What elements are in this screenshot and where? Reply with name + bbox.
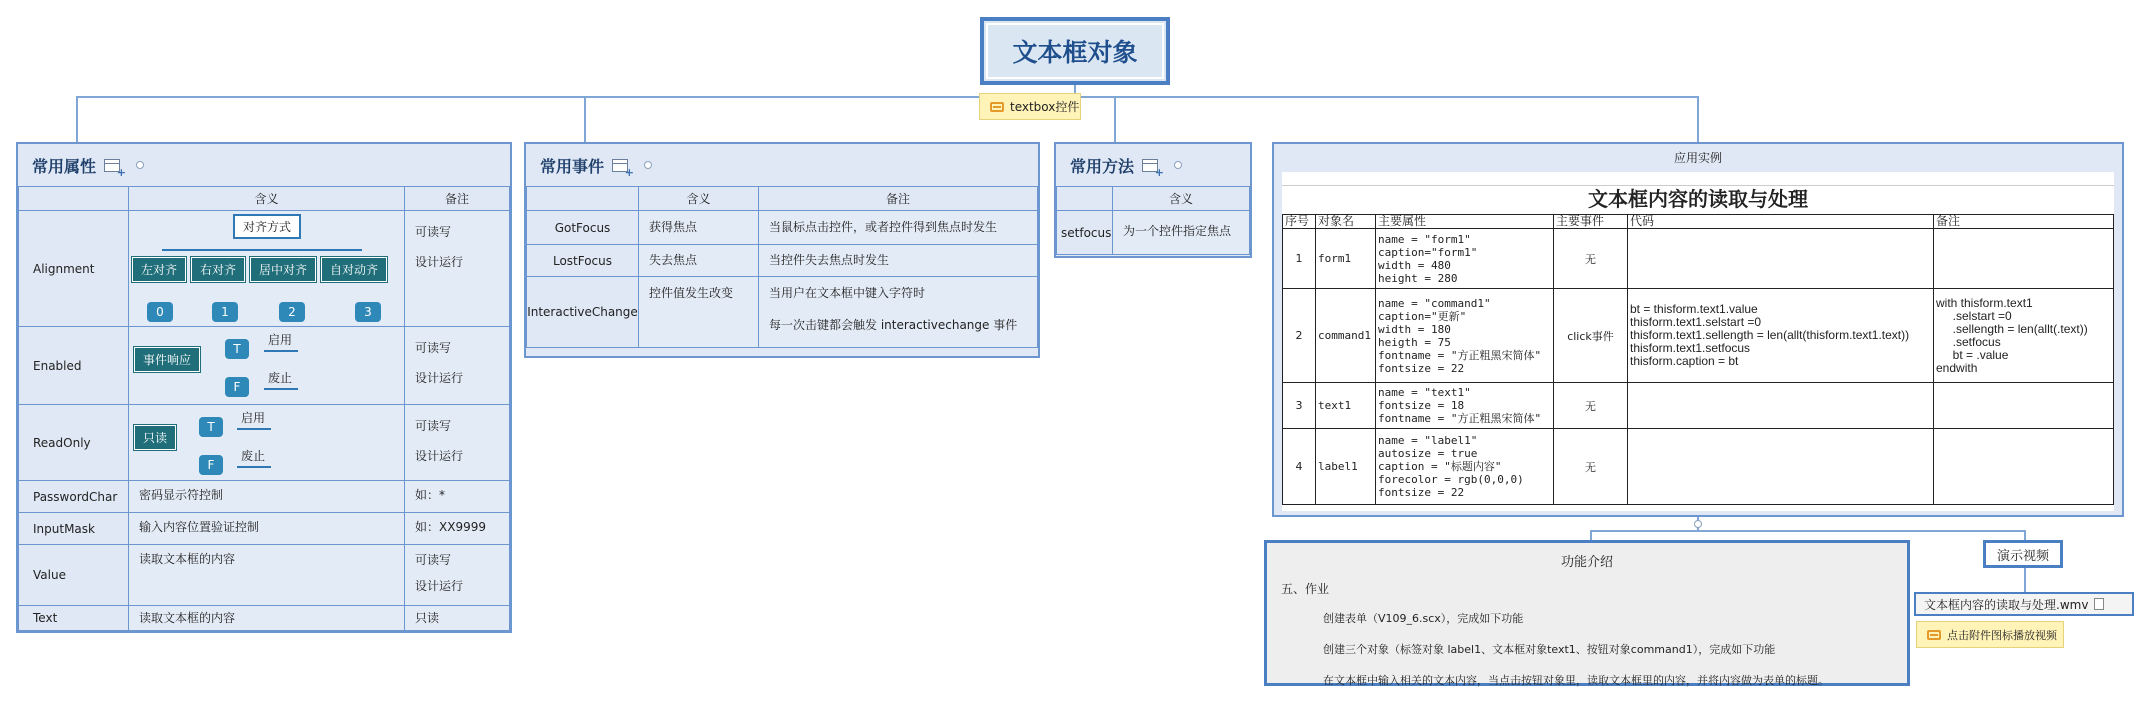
table-row	[1283, 215, 2114, 229]
connector-methods	[1114, 96, 1116, 142]
connector-properties	[76, 96, 78, 142]
prop-readonly: ReadOnly	[19, 405, 129, 481]
attachment-icon[interactable]	[2094, 598, 2104, 610]
interactive-meaning: 控件值发生改变	[639, 277, 759, 348]
align-left[interactable]: 左对齐	[132, 257, 186, 282]
prop-alignment: Alignment	[19, 211, 129, 327]
row-event: click事件	[1554, 289, 1628, 383]
prop-inputmask: InputMask	[19, 513, 129, 545]
properties-panel[interactable]	[16, 142, 512, 633]
table-row	[1283, 429, 2114, 505]
demo-file-name: 文本框内容的读取与处理.wmv	[1924, 597, 2089, 612]
demo-note-text: 点击附件图标播放视频	[1947, 628, 2057, 642]
row-object: command1	[1316, 289, 1376, 383]
remark-design: 设计运行	[415, 371, 464, 385]
passwordchar-remark: 如：*	[405, 481, 510, 513]
lostfocus-meaning: 失去焦点	[639, 245, 759, 277]
align-center[interactable]: 居中对齐	[250, 257, 316, 282]
connector-top	[76, 96, 1698, 98]
row-remark	[1934, 383, 2114, 429]
remark-design: 设计运行	[415, 579, 464, 593]
passwordchar-meaning: 密码显示符控制	[129, 481, 405, 513]
col-event: 主要事件	[1554, 215, 1628, 229]
row-code	[1628, 429, 1934, 505]
row-props: name = "form1" caption="form1" width = 480 height = 280	[1376, 229, 1554, 289]
prop-text: Text	[19, 606, 129, 631]
event-lostfocus: LostFocus	[527, 245, 639, 277]
function-line-1: 创建表单（V109_6.scx），完成如下功能	[1323, 612, 1524, 625]
table-row	[19, 606, 510, 631]
collapse-dot[interactable]	[644, 161, 652, 169]
connector-demo	[2024, 530, 2026, 540]
gotfocus-meaning: 获得焦点	[639, 211, 759, 245]
function-line-2: 创建三个对象（标签对象 label1、文本框对象text1、按钮对象command1），完成如下功能	[1323, 643, 1776, 656]
row-props: name = "label1" autosize = true caption = "标题内容" forecolor = rgb(0,0,0) fontsize = 22	[1376, 429, 1554, 505]
connector-function	[1590, 530, 1592, 540]
table-icon[interactable]	[1142, 159, 1158, 172]
sheet-ruler	[1282, 172, 2114, 186]
events-panel[interactable]	[524, 142, 1040, 358]
row-props: name = "text1" fontsize = 18 fontname = "方正粗黑宋简体"	[1376, 383, 1554, 429]
row-code	[1628, 383, 1934, 429]
events-table	[526, 186, 1038, 348]
enabled-diagram	[129, 327, 405, 405]
demo-file[interactable]	[1914, 592, 2134, 616]
branch-line	[162, 249, 362, 251]
prop-value: Value	[19, 545, 129, 606]
remark-design: 设计运行	[415, 255, 464, 269]
remark-design: 设计运行	[415, 449, 464, 463]
methods-table	[1056, 186, 1250, 255]
enabled-remark	[405, 327, 510, 405]
header-meaning: 含义	[639, 187, 759, 211]
header-remark: 备注	[405, 187, 510, 211]
value-meaning: 读取文本框的内容	[129, 545, 405, 606]
remark-rw: 可读写	[415, 419, 452, 433]
table-icon[interactable]	[612, 159, 628, 172]
enabled-label[interactable]: 事件响应	[134, 347, 200, 372]
header-meaning: 含义	[1113, 187, 1250, 211]
header-remark: 备注	[759, 187, 1038, 211]
row-remark	[1934, 429, 2114, 505]
root-topic[interactable]: 文本框对象	[980, 17, 1170, 85]
col-object: 对象名	[1316, 215, 1376, 229]
text-meaning: 读取文本框的内容	[129, 606, 405, 631]
enabled-t[interactable]: T	[225, 339, 249, 359]
row-no: 3	[1283, 383, 1316, 429]
event-interactivechange: InteractiveChange	[527, 277, 639, 348]
enabled-off: 废止	[264, 369, 298, 390]
collapse-dot[interactable]	[1694, 520, 1702, 528]
prop-passwordchar: PasswordChar	[19, 481, 129, 513]
inputmask-remark: 如：XX9999	[405, 513, 510, 545]
table-row	[527, 277, 1038, 348]
demo-note[interactable]	[1916, 621, 2064, 648]
lostfocus-remark: 当控件失去焦点时发生	[759, 245, 1038, 277]
align-auto[interactable]: 自对动齐	[321, 257, 387, 282]
col-remark: 备注	[1934, 215, 2114, 229]
example-label: 应用实例	[1673, 151, 1722, 165]
remark-rw: 可读写	[415, 341, 452, 355]
setfocus-meaning: 为一个控件指定焦点	[1113, 211, 1250, 255]
align-right[interactable]: 右对齐	[191, 257, 245, 282]
text-remark: 只读	[405, 606, 510, 631]
prop-enabled: Enabled	[19, 327, 129, 405]
row-remark	[1934, 229, 2114, 289]
row-remark: with thisform.text1 .selstart =0 .sellength = len(allt(.text)) .setfocus bt = .value endwith	[1934, 289, 2114, 383]
connector-example	[1697, 96, 1699, 142]
row-no: 1	[1283, 229, 1316, 289]
value-1[interactable]: 1	[212, 302, 238, 322]
demo-title[interactable]: 演示视频	[1983, 540, 2063, 568]
row-event: 无	[1554, 383, 1628, 429]
row-code	[1628, 229, 1934, 289]
alignment-diagram	[129, 211, 405, 327]
connector-bottom	[1590, 530, 2025, 532]
enabled-f[interactable]: F	[225, 377, 249, 397]
row-no: 4	[1283, 429, 1316, 505]
row-object: form1	[1316, 229, 1376, 289]
enabled-on: 启用	[264, 331, 298, 352]
interactive-remark	[759, 277, 1038, 348]
readonly-remark	[405, 405, 510, 481]
row-no: 2	[1283, 289, 1316, 383]
properties-title: 常用属性	[32, 156, 97, 176]
alignment-options	[132, 257, 387, 282]
example-panel[interactable]	[1272, 142, 2124, 517]
alignment-label[interactable]: 对齐方式	[233, 214, 301, 239]
connector-events	[584, 96, 586, 142]
note-icon	[990, 102, 1004, 112]
table-row	[19, 405, 510, 481]
table-row	[19, 513, 510, 545]
function-line-3: 在文本框中输入相关的文本内容，当点击按钮对象里，读取文本框里的内容，并将内容做为表单的标题。	[1323, 674, 1829, 687]
header-blank	[527, 187, 639, 211]
collapse-dot[interactable]	[136, 161, 144, 169]
events-title: 常用事件	[540, 156, 605, 176]
readonly-diagram	[129, 405, 405, 481]
row-code: bt = thisform.text1.value thisform.text1.selstart =0 thisform.text1.sellength = len(allt(thisform.text1.text)) thisform.text1.setfocus thisform.caption = bt	[1628, 289, 1934, 383]
table-row	[19, 327, 510, 405]
event-gotfocus: GotFocus	[527, 211, 639, 245]
inputmask-meaning: 输入内容位置验证控制	[129, 513, 405, 545]
remark-rw: 可读写	[415, 225, 452, 239]
value-remark	[405, 545, 510, 606]
row-event: 无	[1554, 229, 1628, 289]
value-3[interactable]: 3	[355, 302, 381, 322]
remark-rw: 可读写	[415, 553, 452, 567]
row-object: label1	[1316, 429, 1376, 505]
readonly-label[interactable]: 只读	[134, 425, 176, 450]
properties-table	[18, 186, 510, 631]
root-note-text: textbox控件	[1010, 100, 1080, 114]
col-no: 序号	[1283, 215, 1316, 229]
table-row	[19, 211, 510, 327]
table-icon[interactable]	[104, 159, 120, 172]
header-blank	[19, 187, 129, 211]
function-section: 五、作业	[1281, 582, 1330, 596]
readonly-t[interactable]: T	[199, 417, 223, 437]
example-sheet	[1282, 172, 2114, 511]
col-props: 主要属性	[1376, 215, 1554, 229]
value-0[interactable]: 0	[147, 302, 173, 322]
col-code: 代码	[1628, 215, 1934, 229]
table-row	[1283, 289, 2114, 383]
readonly-off: 废止	[237, 447, 271, 468]
example-table	[1282, 214, 2114, 505]
collapse-dot[interactable]	[1174, 161, 1182, 169]
function-title: 功能介绍	[1560, 555, 1613, 570]
table-row	[1057, 211, 1250, 255]
remark-line-2: 每一次击键都会触发 interactivechange 事件	[769, 318, 1018, 332]
methods-panel[interactable]	[1054, 142, 1252, 258]
root-note[interactable]	[979, 93, 1081, 120]
readonly-on: 启用	[237, 409, 271, 430]
readonly-f[interactable]: F	[199, 455, 223, 475]
header-blank	[1057, 187, 1113, 211]
row-props: name = "command1" caption="更新" width = 180 heigth = 75 fontname = "方正粗黑宋简体" fontsize = 22	[1376, 289, 1554, 383]
gotfocus-remark: 当鼠标点击控件，或者控件得到焦点时发生	[759, 211, 1038, 245]
note-icon	[1927, 630, 1941, 640]
alignment-remark	[405, 211, 510, 327]
function-panel[interactable]	[1264, 540, 1910, 686]
table-row	[527, 211, 1038, 245]
table-row	[19, 481, 510, 513]
table-row	[19, 545, 510, 606]
example-title: 文本框内容的读取与处理	[1588, 187, 1808, 211]
table-row	[1283, 229, 2114, 289]
row-object: text1	[1316, 383, 1376, 429]
row-event: 无	[1554, 429, 1628, 505]
header-meaning: 含义	[129, 187, 405, 211]
table-row	[1283, 383, 2114, 429]
methods-title: 常用方法	[1070, 156, 1135, 176]
remark-line-1: 当用户在文本框中键入字符时	[769, 286, 926, 300]
connector-demo-file	[2024, 568, 2026, 592]
table-row	[527, 245, 1038, 277]
method-setfocus: setfocus	[1057, 211, 1113, 255]
value-2[interactable]: 2	[279, 302, 305, 322]
